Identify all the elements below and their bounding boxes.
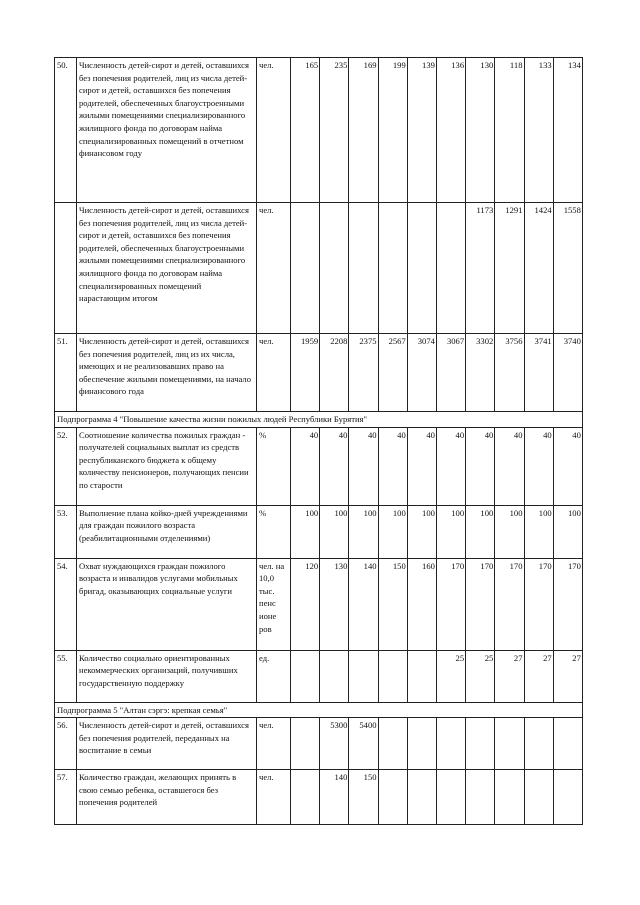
value-cell — [378, 770, 407, 825]
value-cell: 40 — [320, 427, 349, 505]
row-number: 55. — [55, 650, 77, 702]
table-row — [55, 427, 583, 505]
row-number: 57. — [55, 770, 77, 825]
value-cell: 25 — [466, 650, 495, 702]
indicator-table-page — [54, 57, 582, 825]
value-cell: 40 — [466, 427, 495, 505]
value-cell: 40 — [436, 427, 465, 505]
value-cell: 100 — [466, 505, 495, 558]
row-number: 52. — [55, 427, 77, 505]
value-cell: 40 — [495, 427, 524, 505]
value-cell: 100 — [495, 505, 524, 558]
value-cell — [436, 718, 465, 770]
value-cell: 1291 — [495, 203, 524, 334]
value-cell — [553, 718, 582, 770]
value-cell: 100 — [349, 505, 378, 558]
value-cell — [291, 770, 320, 825]
value-cell: 150 — [378, 558, 407, 650]
value-cell: 2567 — [378, 334, 407, 412]
value-cell — [436, 203, 465, 334]
value-cell: 100 — [524, 505, 553, 558]
indicator-name: Количество социально ориентированных некоммерческих организаций, получивших государственную поддержку — [77, 650, 257, 702]
value-cell: 150 — [349, 770, 378, 825]
value-cell: 139 — [407, 58, 436, 203]
subprogram-row — [55, 702, 583, 718]
value-cell: 40 — [553, 427, 582, 505]
table-body — [55, 58, 583, 825]
value-cell: 165 — [291, 58, 320, 203]
value-cell: 1173 — [466, 203, 495, 334]
table-row — [55, 770, 583, 825]
value-cell: 1424 — [524, 203, 553, 334]
value-cell: 3074 — [407, 334, 436, 412]
unit-cell: чел. — [257, 334, 291, 412]
value-cell — [349, 650, 378, 702]
row-number: 51. — [55, 334, 77, 412]
value-cell — [407, 770, 436, 825]
table-row — [55, 203, 583, 334]
subprogram-title: Подпрограмма 4 "Повышение качества жизни пожилых людей Республики Бурятия" — [55, 412, 583, 428]
unit-cell: ед. — [257, 650, 291, 702]
value-cell: 3067 — [436, 334, 465, 412]
value-cell — [407, 203, 436, 334]
row-number: 54. — [55, 558, 77, 650]
value-cell: 170 — [524, 558, 553, 650]
value-cell: 100 — [407, 505, 436, 558]
value-cell — [349, 203, 378, 334]
table-row — [55, 718, 583, 770]
value-cell: 169 — [349, 58, 378, 203]
value-cell: 100 — [436, 505, 465, 558]
value-cell: 235 — [320, 58, 349, 203]
value-cell — [320, 650, 349, 702]
value-cell: 100 — [378, 505, 407, 558]
row-number: 50. — [55, 58, 77, 203]
value-cell — [291, 650, 320, 702]
unit-cell: чел. — [257, 203, 291, 334]
indicator-name: Охват нуждающихся граждан пожилого возраста и инвалидов услугами мобильных бригад, оказывающих социальные услуги — [77, 558, 257, 650]
value-cell: 130 — [466, 58, 495, 203]
value-cell — [495, 718, 524, 770]
value-cell: 3302 — [466, 334, 495, 412]
value-cell: 5300 — [320, 718, 349, 770]
value-cell: 140 — [349, 558, 378, 650]
indicator-name: Количество граждан, желающих принять в свою семью ребенка, оставшегося без попечения родителей — [77, 770, 257, 825]
row-number: 56. — [55, 718, 77, 770]
indicator-name: Численность детей-сирот и детей, оставшихся без попечения родителей, переданных на воспитание в семьи — [77, 718, 257, 770]
value-cell: 1959 — [291, 334, 320, 412]
value-cell: 130 — [320, 558, 349, 650]
value-cell: 27 — [524, 650, 553, 702]
value-cell: 40 — [378, 427, 407, 505]
unit-cell: чел. — [257, 770, 291, 825]
value-cell: 27 — [553, 650, 582, 702]
indicator-name: Соотношение количества пожилых граждан - получателей социальных выплат из средств республиканского бюджета к общему количеству пенсионеров, получающих пенсии по старости — [77, 427, 257, 505]
value-cell — [407, 650, 436, 702]
indicator-table — [54, 57, 583, 825]
value-cell — [466, 718, 495, 770]
subprogram-title: Подпрограмма 5 "Алтан сэргэ: крепкая семья" — [55, 702, 583, 718]
value-cell: 2375 — [349, 334, 378, 412]
value-cell: 170 — [466, 558, 495, 650]
value-cell: 100 — [553, 505, 582, 558]
indicator-name: Численность детей-сирот и детей, оставшихся без попечения родителей, лиц из их числа, имеющих и не реализовавших право на обеспечение жилыми помещениями, на начало финансового года — [77, 334, 257, 412]
value-cell — [553, 770, 582, 825]
value-cell: 3740 — [553, 334, 582, 412]
unit-cell: % — [257, 505, 291, 558]
value-cell — [495, 770, 524, 825]
unit-cell: чел. — [257, 718, 291, 770]
value-cell — [291, 718, 320, 770]
value-cell: 140 — [320, 770, 349, 825]
row-number — [55, 203, 77, 334]
row-number: 53. — [55, 505, 77, 558]
unit-cell: % — [257, 427, 291, 505]
value-cell: 199 — [378, 58, 407, 203]
value-cell — [524, 770, 553, 825]
value-cell: 170 — [495, 558, 524, 650]
value-cell: 5400 — [349, 718, 378, 770]
value-cell: 3741 — [524, 334, 553, 412]
value-cell: 133 — [524, 58, 553, 203]
indicator-name: Численность детей-сирот и детей, оставшихся без попечения родителей, лиц из числа детей-сирот и детей, оставшихся без попечения родителей, обеспеченных благоустроенными жилыми помещениями специализированного жилищного фонда по договорам найма специализированных помещений нарастающим итогом — [77, 203, 257, 334]
value-cell: 160 — [407, 558, 436, 650]
value-cell: 40 — [349, 427, 378, 505]
value-cell — [320, 203, 349, 334]
value-cell — [407, 718, 436, 770]
value-cell — [291, 203, 320, 334]
value-cell: 170 — [553, 558, 582, 650]
value-cell — [436, 770, 465, 825]
table-row — [55, 58, 583, 203]
indicator-name: Выполнение плана койко-дней учреждениями для граждан пожилого возраста (реабилитационными отделениями) — [77, 505, 257, 558]
value-cell: 118 — [495, 58, 524, 203]
value-cell: 120 — [291, 558, 320, 650]
value-cell — [466, 770, 495, 825]
table-row — [55, 505, 583, 558]
unit-cell: чел. — [257, 58, 291, 203]
value-cell: 25 — [436, 650, 465, 702]
subprogram-row — [55, 412, 583, 428]
value-cell: 170 — [436, 558, 465, 650]
value-cell: 100 — [291, 505, 320, 558]
value-cell: 27 — [495, 650, 524, 702]
table-row — [55, 334, 583, 412]
value-cell — [524, 718, 553, 770]
value-cell — [378, 650, 407, 702]
value-cell: 1558 — [553, 203, 582, 334]
value-cell: 40 — [524, 427, 553, 505]
value-cell: 2208 — [320, 334, 349, 412]
value-cell: 3756 — [495, 334, 524, 412]
value-cell — [378, 203, 407, 334]
value-cell: 40 — [291, 427, 320, 505]
value-cell: 40 — [407, 427, 436, 505]
value-cell — [378, 718, 407, 770]
value-cell: 134 — [553, 58, 582, 203]
indicator-name: Численность детей-сирот и детей, оставшихся без попечения родителей, лиц из числа детей-сирот и детей, оставшихся без попечения родителей, обеспеченных благоустроенными жилыми помещениями специализированного жилищного фонда по договорам найма специализированных помещений в отчетном финансовом году — [77, 58, 257, 203]
table-row — [55, 650, 583, 702]
value-cell: 100 — [320, 505, 349, 558]
table-row — [55, 558, 583, 650]
value-cell: 136 — [436, 58, 465, 203]
unit-cell: чел. на 10,0 тыс. пенс ионе ров — [257, 558, 291, 650]
